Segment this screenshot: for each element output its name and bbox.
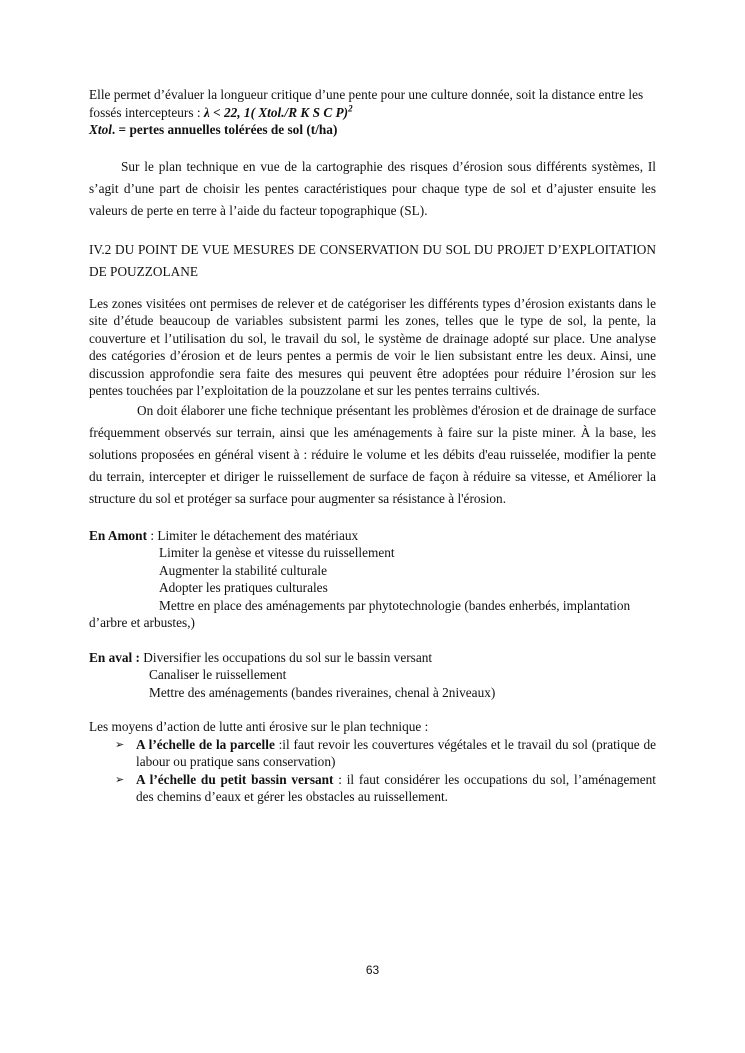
bullet-text: : il faut considérer les occupations du sol, l’aménagement des chemins d’eaux et gérer les obstacles au ruissellement. [136,771,656,804]
amont-item: Limiter la genèse et vitesse du ruissellement [159,545,395,560]
intro-paragraph [89,86,656,121]
aval-item: Mettre des aménagements (bandes riveraines, chenal à 2niveaux) [149,684,496,700]
list-item [89,771,656,806]
arrow-bullet-icon: ➢ [115,737,125,751]
amont-first: : Limiter le détachement des matériaux [147,527,359,543]
amont-item-last [89,597,656,632]
bullet-text: :il faut revoir les couvertures végétales et le travail du sol (pratique de labour ou pratique sans conservation) [136,736,656,769]
section-heading: IV.2 DU POINT DE VUE MESURES DE CONSERVATION DU SOL DU PROJET D’EXPLOITATION DE POUZZOLANE [89,241,656,279]
aval-block [89,649,656,702]
amont-label: En Amont [89,527,148,543]
amont-item-text: Mettre en place des aménagements par phytotechnologie (bandes enherbés, implantation d’arbre et arbustes,) [89,597,631,630]
page-number: 63 [365,963,380,977]
amont-first-line [89,527,656,545]
list-item [89,736,656,771]
paragraph-fiche: On doit élaborer une fiche technique présentant les problèmes d'érosion et de drainage de surface fréquemment observés sur terrain, ainsi que les aménagements à faire sur la piste miner. À la base, les solutions proposées en général visent à : réduire le volume et les débits d'eau ruisselée, modifier la pente du terrain, intercepter et diriger le ruissellement de surface de façon à réduire sa vitesse, et Améliorer la structure du sol et protéger sa surface pour augmenter sa résistance à l'érosion. [89,402,656,506]
aval-item: Canaliser le ruissellement [149,667,287,682]
paragraph-technique: Sur le plan technique en vue de la cartographie des risques d’érosion sous différents systèmes, Il s’agit d’une part de choisir les pentes caractéristiques pour chaque type de sol et d’ajuster ensuite les valeurs de perte en terre à l’aide du facteur topographique (SL). [89,158,656,218]
formula: λ < 22, 1( Xtol./R K S C P) [203,104,349,120]
bullet-bold: A l’échelle du petit bassin versant [136,771,334,787]
intro-text: Elle permet d’évaluer la longueur critique d’une pente pour une culture donnée, soit la distance entre les fossés intercepteurs : [89,87,644,120]
amont-item: Augmenter la stabilité culturale [159,562,327,578]
bullet-bold: A l’échelle de la parcelle [136,736,275,752]
formula-exponent: 2 [348,103,353,114]
document-page [89,86,656,806]
aval-first: Diversifier les occupations du sol sur le bassin versant [139,649,433,665]
amont-block [89,527,656,632]
moyens-block [89,718,656,806]
arrow-bullet-icon: ➢ [115,772,125,786]
xtol-text: . = pertes annuelles tolérées de sol (t/ha) [111,122,338,137]
xtol-definition [89,121,656,139]
amont-item: Adopter les pratiques culturales [159,580,328,595]
moyens-intro: Les moyens d’action de lutte anti érosive sur le plan technique : [89,719,429,734]
aval-first-line [89,649,656,667]
xtol-label: Xtol [89,122,112,137]
paragraph-zones: Les zones visitées ont permises de relever et de catégoriser les différents types d’érosion existants dans le site d’étude beaucoup de variables subsistent parmi les zones, telles que le type de sol, la pente, la couverture et l’utilisation du sol, le travail du sol, le système de drainage adopté sur place. Une analyse des catégories d’érosion et de leurs pentes a permis de voir le lien subsistant entre les deux. Ainsi, une discussion approfondie sera faite des mesures qui peuvent être adoptées pour réduire l’érosion sur les pentes touchées par l’exploitation de la pouzzolane et sur les pentes terrains cultivés. [89,295,656,398]
moyens-list [89,736,656,806]
aval-label: En aval : [89,649,140,665]
